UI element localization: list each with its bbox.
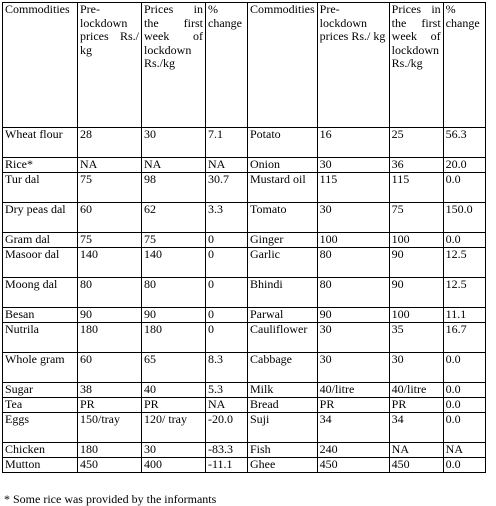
commodity-price-table	[2, 2, 486, 473]
table-cell: Tomato	[248, 203, 318, 233]
table-cell: 115	[389, 173, 443, 203]
table-row	[3, 308, 486, 323]
table-cell: Gram dal	[3, 233, 78, 248]
table-cell: Moong dal	[3, 278, 78, 308]
table-cell: 36	[389, 158, 443, 173]
table-row	[3, 173, 486, 203]
table-cell: 0.0	[443, 233, 485, 248]
header-cell: % change	[206, 3, 248, 128]
table-cell: 60	[78, 353, 142, 383]
header-cell: Pre-lockdown prices Rs./ kg	[78, 3, 142, 128]
table-cell: 90	[78, 308, 142, 323]
table-cell: Parwal	[248, 308, 318, 323]
table-cell: 34	[317, 413, 389, 443]
table-row	[3, 413, 486, 443]
table-cell: Garlic	[248, 248, 318, 278]
table-cell: 140	[142, 248, 206, 278]
table-cell: -83.3	[206, 443, 248, 458]
table-cell: 30	[317, 158, 389, 173]
table-cell: 100	[389, 308, 443, 323]
table-cell: -20.0	[206, 413, 248, 443]
table-cell: Ghee	[248, 458, 318, 473]
table-cell: Dry peas dal	[3, 203, 78, 233]
table-cell: NA	[206, 158, 248, 173]
table-cell: Sugar	[3, 383, 78, 398]
table-cell: Suji	[248, 413, 318, 443]
table-cell: 20.0	[443, 158, 485, 173]
table-cell: 38	[78, 383, 142, 398]
table-cell: 115	[317, 173, 389, 203]
table-cell: PR	[317, 398, 389, 413]
table-cell: 0	[206, 233, 248, 248]
table-cell: PR	[389, 398, 443, 413]
table-cell: 150/tray	[78, 413, 142, 443]
table-cell: 30	[142, 128, 206, 158]
table-cell: NA	[443, 443, 485, 458]
table-cell: -11.1	[206, 458, 248, 473]
table-row	[3, 323, 486, 353]
table-cell: 30	[389, 353, 443, 383]
table-cell: 11.1	[443, 308, 485, 323]
table-cell: 450	[317, 458, 389, 473]
table-cell: 120/ tray	[142, 413, 206, 443]
table-cell: 180	[78, 323, 142, 353]
table-cell: 60	[78, 203, 142, 233]
table-cell: 16	[317, 128, 389, 158]
table-row	[3, 248, 486, 278]
table-cell: NA	[78, 158, 142, 173]
table-cell: 30	[317, 353, 389, 383]
table-cell: 30	[317, 323, 389, 353]
table-cell: 180	[142, 323, 206, 353]
table-cell: Cabbage	[248, 353, 318, 383]
header-cell: Prices in the first week of lockdown Rs./kg	[142, 3, 206, 128]
table-cell: 0	[206, 248, 248, 278]
table-row	[3, 353, 486, 383]
table-cell: 28	[78, 128, 142, 158]
table-cell: 450	[389, 458, 443, 473]
table-cell: Tea	[3, 398, 78, 413]
table-cell: 98	[142, 173, 206, 203]
table-cell: NA	[206, 398, 248, 413]
table-cell: 30	[142, 443, 206, 458]
table-cell: 65	[142, 353, 206, 383]
table-cell: 0	[206, 323, 248, 353]
table-cell: 90	[389, 278, 443, 308]
table-cell: 30.7	[206, 173, 248, 203]
table-cell: 34	[389, 413, 443, 443]
table-cell: 75	[142, 233, 206, 248]
table-cell: 12.5	[443, 248, 485, 278]
table-cell: 80	[317, 248, 389, 278]
table-cell: 0	[206, 278, 248, 308]
table-cell: 40	[142, 383, 206, 398]
table-cell: Tur dal	[3, 173, 78, 203]
table-footnote: * Some rice was provided by the informants	[4, 492, 217, 506]
table-cell: 75	[78, 233, 142, 248]
table-cell: 100	[389, 233, 443, 248]
table-cell: 0.0	[443, 398, 485, 413]
table-cell: 0	[206, 308, 248, 323]
table-cell: 90	[317, 308, 389, 323]
table-row	[3, 203, 486, 233]
table-row	[3, 158, 486, 173]
table-cell: Nutrila	[3, 323, 78, 353]
table-cell: Mustard oil	[248, 173, 318, 203]
table-row	[3, 233, 486, 248]
table-cell: 12.5	[443, 278, 485, 308]
table-cell: 75	[389, 203, 443, 233]
table-cell: NA	[389, 443, 443, 458]
table-cell: 62	[142, 203, 206, 233]
table-cell: 25	[389, 128, 443, 158]
table-cell: 30	[317, 203, 389, 233]
table-cell: 0.0	[443, 353, 485, 383]
table-cell: Besan	[3, 308, 78, 323]
table-cell: 90	[142, 308, 206, 323]
table-cell: 40/litre	[317, 383, 389, 398]
table-cell: Mutton	[3, 458, 78, 473]
table-cell: Rice*	[3, 158, 78, 173]
table-row	[3, 383, 486, 398]
table-row	[3, 398, 486, 413]
table-cell: 16.7	[443, 323, 485, 353]
price-table-container	[2, 2, 486, 473]
table-cell: Masoor dal	[3, 248, 78, 278]
table-cell: 5.3	[206, 383, 248, 398]
table-cell: 150.0	[443, 203, 485, 233]
table-cell: Whole gram	[3, 353, 78, 383]
table-cell: 0.0	[443, 458, 485, 473]
table-cell: 0.0	[443, 383, 485, 398]
header-cell: Commodities	[248, 3, 318, 128]
table-cell: Ginger	[248, 233, 318, 248]
table-cell: 140	[78, 248, 142, 278]
table-cell: 75	[78, 173, 142, 203]
table-cell: 0.0	[443, 413, 485, 443]
table-cell: PR	[142, 398, 206, 413]
table-cell: PR	[78, 398, 142, 413]
table-cell: Chicken	[3, 443, 78, 458]
table-cell: Potato	[248, 128, 318, 158]
table-cell: 35	[389, 323, 443, 353]
table-row	[3, 443, 486, 458]
table-cell: 450	[78, 458, 142, 473]
table-row	[3, 458, 486, 473]
header-cell: Commodities	[3, 3, 78, 128]
header-cell: Pre-lockdown prices Rs./ kg	[317, 3, 389, 128]
table-cell: 40/litre	[389, 383, 443, 398]
table-row	[3, 278, 486, 308]
table-row	[3, 128, 486, 158]
table-cell: Bhindi	[248, 278, 318, 308]
table-cell: 80	[317, 278, 389, 308]
table-cell: 180	[78, 443, 142, 458]
table-cell: 56.3	[443, 128, 485, 158]
table-cell: 80	[78, 278, 142, 308]
table-cell: 80	[142, 278, 206, 308]
table-cell: 90	[389, 248, 443, 278]
table-cell: 7.1	[206, 128, 248, 158]
table-cell: Onion	[248, 158, 318, 173]
table-cell: Wheat flour	[3, 128, 78, 158]
table-cell: 3.3	[206, 203, 248, 233]
header-cell: % change	[443, 3, 485, 128]
table-cell: 0.0	[443, 173, 485, 203]
header-cell: Prices in the first week of lockdown Rs./kg	[389, 3, 443, 128]
table-cell: 240	[317, 443, 389, 458]
table-cell: 400	[142, 458, 206, 473]
header-row	[3, 3, 486, 128]
table-cell: Cauliflower	[248, 323, 318, 353]
table-cell: Fish	[248, 443, 318, 458]
table-cell: Milk	[248, 383, 318, 398]
table-cell: NA	[142, 158, 206, 173]
table-cell: 8.3	[206, 353, 248, 383]
table-cell: Bread	[248, 398, 318, 413]
table-cell: Eggs	[3, 413, 78, 443]
table-cell: 100	[317, 233, 389, 248]
